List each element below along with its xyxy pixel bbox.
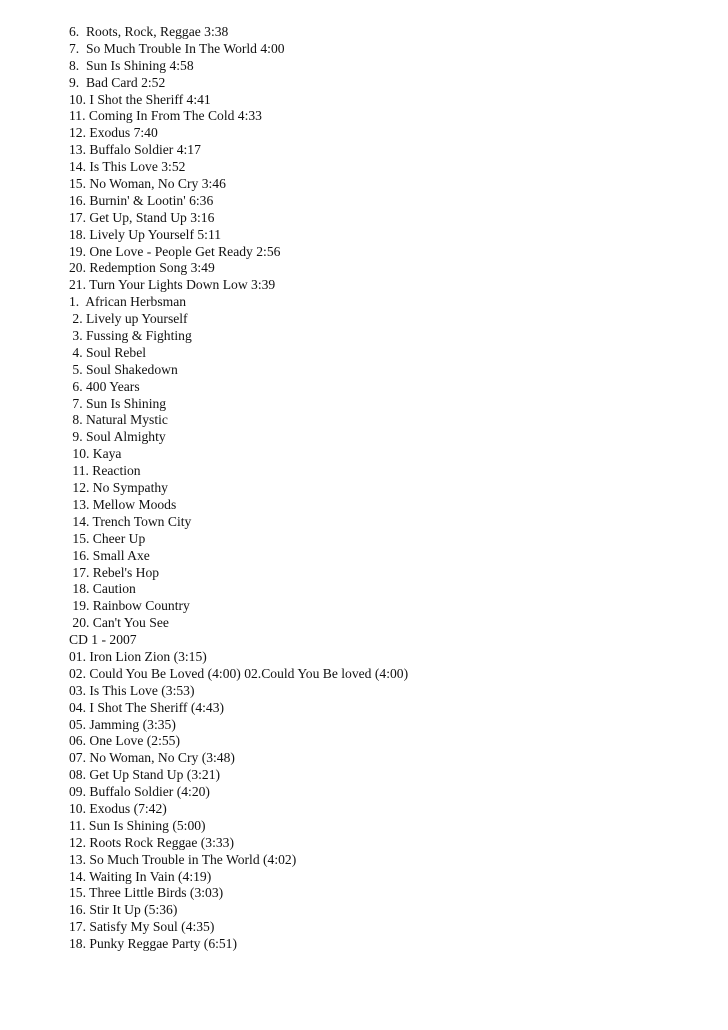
track-line: 05. Jamming (3:35) <box>69 716 176 732</box>
track-line: 9. Bad Card 2:52 <box>69 74 166 90</box>
track-line: 13. Mellow Moods <box>69 496 177 512</box>
track-line: CD 1 - 2007 <box>69 632 137 648</box>
track-line: 15. No Woman, No Cry 3:46 <box>69 176 226 192</box>
track-line: 11. Coming In From The Cold 4:33 <box>69 108 262 124</box>
track-line: 13. So Much Trouble in The World (4:02) <box>69 851 297 867</box>
track-line: 10. Exodus (7:42) <box>69 800 167 816</box>
track-line: 14. Trench Town City <box>69 513 192 529</box>
track-line: 03. Is This Love (3:53) <box>69 682 195 698</box>
track-line: 17. Get Up, Stand Up 3:16 <box>69 209 215 225</box>
track-line: 9. Soul Almighty <box>69 429 166 445</box>
track-line: 10. I Shot the Sheriff 4:41 <box>69 91 211 107</box>
track-line: 7. So Much Trouble In The World 4:00 <box>69 40 285 56</box>
track-line: 4. Soul Rebel <box>69 344 147 360</box>
track-line: 12. Roots Rock Reggae (3:33) <box>69 834 234 850</box>
track-list <box>69 24 709 953</box>
track-line: 20. Redemption Song 3:49 <box>69 260 215 276</box>
track-line: 07. No Woman, No Cry (3:48) <box>69 750 235 766</box>
track-line: 6. 400 Years <box>69 378 140 394</box>
track-line: 6. Roots, Rock, Reggae 3:38 <box>69 24 229 39</box>
track-line: 3. Fussing & Fighting <box>69 328 192 344</box>
track-line: 8. Sun Is Shining 4:58 <box>69 57 194 73</box>
track-line: 17. Satisfy My Soul (4:35) <box>69 919 215 935</box>
track-line: 19. Rainbow Country <box>69 598 190 614</box>
track-line: 2. Lively up Yourself <box>69 311 188 327</box>
track-line: 17. Rebel's Hop <box>69 564 160 580</box>
track-line: 09. Buffalo Soldier (4:20) <box>69 784 210 800</box>
track-line: 16. Burnin' & Lootin' 6:36 <box>69 192 214 208</box>
track-line: 01. Iron Lion Zion (3:15) <box>69 648 207 664</box>
track-line: 1. African Herbsman <box>69 294 187 310</box>
track-line: 16. Stir It Up (5:36) <box>69 902 178 918</box>
track-line: 5. Soul Shakedown <box>69 361 178 377</box>
track-line: 13. Buffalo Soldier 4:17 <box>69 142 201 158</box>
track-line: 02. Could You Be Loved (4:00) 02.Could You Be loved (4:00) <box>69 665 409 681</box>
track-line: 18. Punky Reggae Party (6:51) <box>69 936 238 952</box>
track-line: 15. Three Little Birds (3:03) <box>69 885 224 901</box>
track-line: 19. One Love - People Get Ready 2:56 <box>69 243 281 259</box>
track-line: 18. Lively Up Yourself 5:11 <box>69 226 222 242</box>
track-line: 06. One Love (2:55) <box>69 733 180 749</box>
track-line: 12. No Sympathy <box>69 480 168 496</box>
track-line: 15. Cheer Up <box>69 530 146 546</box>
track-line: 8. Natural Mystic <box>69 412 168 428</box>
track-line: 10. Kaya <box>69 446 122 462</box>
track-line: 14. Is This Love 3:52 <box>69 159 186 175</box>
track-line: 11. Reaction <box>69 463 141 479</box>
track-line: 16. Small Axe <box>69 547 150 563</box>
document-page <box>69 24 709 953</box>
track-line: 08. Get Up Stand Up (3:21) <box>69 767 221 783</box>
track-line: 20. Can't You See <box>69 615 169 631</box>
track-line: 14. Waiting In Vain (4:19) <box>69 868 212 884</box>
track-line: 7. Sun Is Shining <box>69 395 167 411</box>
track-line: 11. Sun Is Shining (5:00) <box>69 817 206 833</box>
track-line: 04. I Shot The Sheriff (4:43) <box>69 699 225 715</box>
track-line: 12. Exodus 7:40 <box>69 125 158 141</box>
track-line: 21. Turn Your Lights Down Low 3:39 <box>69 277 276 293</box>
track-line: 18. Caution <box>69 581 136 597</box>
